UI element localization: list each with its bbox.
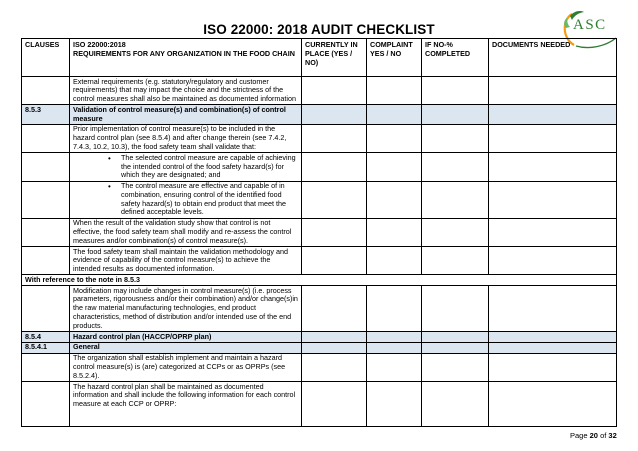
compliant-cell[interactable]	[367, 77, 422, 105]
if-no-cell[interactable]	[422, 286, 489, 332]
compliant-cell[interactable]	[367, 153, 422, 181]
if-no-cell[interactable]	[422, 218, 489, 246]
section-row-8-5-4-1	[22, 342, 617, 353]
note-reference: With reference to the note in 8.5.3	[22, 275, 617, 286]
currently-in-place-cell[interactable]	[302, 77, 367, 105]
table-row	[22, 181, 617, 218]
bullet-list	[73, 182, 298, 217]
page-title: ISO 22000: 2018 AUDIT CHECKLIST	[203, 22, 435, 37]
if-no-cell[interactable]	[422, 153, 489, 181]
page-total: 32	[608, 431, 617, 440]
header-row	[22, 39, 617, 77]
header-clauses: CLAUSES	[22, 39, 70, 77]
compliant-cell[interactable]	[367, 353, 422, 381]
compliant-cell[interactable]	[367, 247, 422, 275]
header-requirements	[70, 39, 302, 77]
if-no-cell[interactable]	[422, 382, 489, 427]
page-current: 20	[589, 431, 598, 440]
documents-needed-cell[interactable]	[489, 153, 617, 181]
page-of: of	[600, 431, 607, 440]
currently-in-place-cell[interactable]	[302, 247, 367, 275]
currently-in-place-cell[interactable]	[302, 218, 367, 246]
clause-number: 8.5.4	[22, 332, 70, 343]
page-label: Page	[570, 431, 588, 440]
table-row	[22, 382, 617, 427]
compliant-cell[interactable]	[367, 124, 422, 152]
header-currently-in-place: CURRENTLY IN PLACE (YES / NO)	[302, 39, 367, 77]
documents-needed-cell[interactable]	[489, 218, 617, 246]
currently-in-place-cell[interactable]	[302, 286, 367, 332]
currently-in-place-cell[interactable]	[302, 382, 367, 427]
if-no-cell[interactable]	[422, 77, 489, 105]
documents-needed-cell[interactable]	[489, 382, 617, 427]
documents-needed-cell[interactable]	[489, 124, 617, 152]
documents-needed-cell[interactable]	[489, 181, 617, 218]
requirement-text: External requirements (e.g. statutory/regulatory and customer requirements) that may impact the choice and the strictness of the control measures shall also be maintained as documented information	[70, 77, 302, 105]
table-row	[22, 77, 617, 105]
currently-in-place-cell[interactable]	[302, 153, 367, 181]
clause-number: 8.5.3	[22, 105, 70, 125]
header-requirements-line2: REQUIREMENTS FOR ANY ORGANIZATION IN THE FOOD CHAIN	[73, 48, 295, 58]
section-row-8-5-4	[22, 332, 617, 343]
requirement-text: The organization shall establish implement and maintain a hazard control measure(s) is (are) categorized at CCPs or as OPRPs (see 8.5.2.4).	[70, 353, 302, 381]
compliant-cell[interactable]	[367, 382, 422, 427]
section-title: Hazard control plan (HACCP/OPRP plan)	[70, 332, 302, 343]
header-requirements-line1: ISO 22000:2018	[73, 40, 126, 49]
requirement-text: The food safety team shall maintain the validation methodology and evidence of capability of the control measure(s) to achieve the intended results as documented information.	[70, 247, 302, 275]
header-if-no-completed: IF NO-% COMPLETED	[422, 39, 489, 77]
documents-needed-cell[interactable]	[489, 286, 617, 332]
table-row	[22, 153, 617, 181]
table-row	[22, 286, 617, 332]
currently-in-place-cell[interactable]	[302, 353, 367, 381]
table-row	[22, 124, 617, 152]
requirement-text: The hazard control plan shall be maintained as documented information and shall include the following information for each control measure at each CCP or OPRP:	[70, 382, 302, 427]
bullet-item: • The selected control measure are capable of achieving the intended control of the food safety hazard(s) for which they are designated; and	[121, 154, 298, 180]
if-no-cell[interactable]	[422, 353, 489, 381]
requirement-text: Prior implementation of control measure(s) to be included in the hazard control plan (see 8.5.4) and after change therein (see 7.4.2, 7.4.3, 10.2, 10.3), the food safety team shall validate that:	[70, 124, 302, 152]
requirement-bullets	[70, 153, 302, 181]
requirement-text: Modification may include changes in control measure(s) (i.e. process parameters, rigorousness and/or their combination) and/or change(s)in the raw material manufacturing technologies, end product characteristics, method of distribution and/or intended use of the end products.	[70, 286, 302, 332]
table-row	[22, 353, 617, 381]
section-title: General	[70, 342, 302, 353]
documents-needed-cell[interactable]	[489, 247, 617, 275]
currently-in-place-cell[interactable]	[302, 124, 367, 152]
table-row	[22, 218, 617, 246]
compliant-cell[interactable]	[367, 218, 422, 246]
header-compliant: COMPLAINT YES / NO	[367, 39, 422, 77]
documents-needed-cell[interactable]	[489, 353, 617, 381]
requirement-bullets	[70, 181, 302, 218]
currently-in-place-cell[interactable]	[302, 181, 367, 218]
compliant-cell[interactable]	[367, 286, 422, 332]
section-row-8-5-3	[22, 105, 617, 125]
audit-checklist-table	[21, 38, 617, 427]
if-no-cell[interactable]	[422, 247, 489, 275]
clause-number: 8.5.4.1	[22, 342, 70, 353]
documents-needed-cell[interactable]	[489, 77, 617, 105]
bullet-item: • The control measure are effective and capable of in combination, ensuring control of the identified food safety hazard(s) to obtain end product that meet the defined acceptable levels.	[121, 182, 298, 217]
header-documents-needed: DOCUMENTS NEEDED	[489, 39, 617, 77]
note-reference-row	[22, 275, 617, 286]
section-title: Validation of control measure(s) and combination(s) of control measure	[70, 105, 302, 125]
compliant-cell[interactable]	[367, 181, 422, 218]
if-no-cell[interactable]	[422, 181, 489, 218]
requirement-text: When the result of the validation study show that control is not effective, the food safety team shall modify and re-assess the control measures and/or combination(s) of control measure(s).	[70, 218, 302, 246]
logo-text: ASC	[573, 17, 607, 33]
page-number	[570, 431, 617, 440]
table-row	[22, 247, 617, 275]
if-no-cell[interactable]	[422, 124, 489, 152]
bullet-list	[73, 154, 298, 180]
